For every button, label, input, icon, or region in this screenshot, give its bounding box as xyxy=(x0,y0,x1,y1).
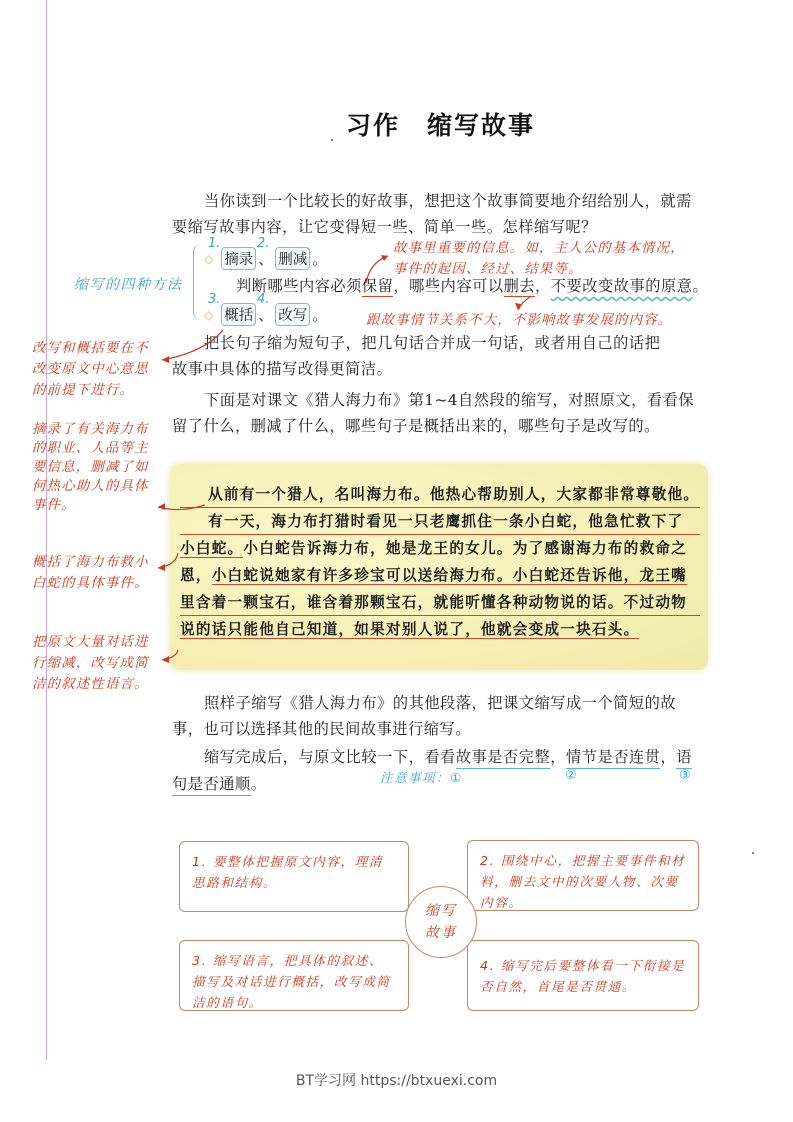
note-line: 事件。 xyxy=(32,498,76,513)
check-sep: ， xyxy=(550,748,566,766)
attention-3: ③ xyxy=(679,768,693,783)
technique-line-1: 把长句子缩为短句子，把几句话合并成一句话，或者用自己的话把 xyxy=(204,334,661,352)
check-complete: 故事是否完整 xyxy=(456,748,550,769)
margin-note-excerpt xyxy=(32,420,149,515)
speck xyxy=(752,852,754,854)
story-fragment: 恩， xyxy=(180,567,212,584)
title-dot xyxy=(331,139,333,141)
note-line: 改变原文中心意思 xyxy=(32,362,149,377)
note-line: 改写和概括要在不 xyxy=(32,341,149,356)
story-fragment: 说的话只能他自己知道，如果对别人说了，他就会变成一块石头。 xyxy=(180,621,640,638)
attention-2: ② xyxy=(565,768,579,783)
center-label-2: 故事 xyxy=(425,925,457,941)
methods-row-2 xyxy=(204,303,327,326)
attention-label: 注意事项：① xyxy=(380,770,463,785)
method-end: 。 xyxy=(312,306,328,324)
margin-note-rewrite xyxy=(32,338,149,401)
method-number-4: 4. xyxy=(257,292,270,307)
note-line: 要信息，删减了如 xyxy=(32,460,149,475)
check-text: 缩写完成后，与原文比较一下，看看 xyxy=(204,748,456,766)
methods-row-1 xyxy=(204,247,327,270)
method-number-3: 3. xyxy=(208,292,221,307)
method-separator: 、 xyxy=(258,250,274,268)
note-line: 摘录了有关海力布 xyxy=(32,422,149,437)
judge-text: 判断哪些内容必须 xyxy=(236,277,362,295)
assignment-check-line xyxy=(172,744,712,770)
method-delete: 删减 xyxy=(275,247,310,270)
example-intro-line-2: 留了什么，删减了什么，哪些句子是概括出来的，哪些句子是改写的。 xyxy=(172,417,660,435)
story-line-4 xyxy=(180,562,700,589)
note-delete: 跟故事情节关系不大，不影响故事发展的内容。 xyxy=(366,313,673,328)
judge-delete: 删去 xyxy=(503,277,536,295)
note-line: 的职业、人品等主 xyxy=(32,441,149,456)
check-fluent-start: 语 xyxy=(676,748,692,769)
intro-line-2: 要缩写故事内容，让它变得短一些、简单一些。怎样缩写呢？ xyxy=(172,218,597,236)
assignment-line-1: 照样子缩写《猎人海力布》的其他段落，把课文缩写成一个简短的故 xyxy=(204,694,677,712)
footer-watermark: BT学习网 https://btxuexi.com xyxy=(295,1073,498,1089)
margin-note-summary xyxy=(32,552,149,594)
example-intro-line-1: 下面是对课文《猎人海力布》第1~4自然段的缩写，对照原文，看看保 xyxy=(204,391,695,409)
story-line-5: 里含着一颗宝石，谁含着那颗宝石，就能听懂各种动物说的话。不过动物 xyxy=(180,589,700,616)
page-margin-line xyxy=(46,0,47,1060)
diamond-icon: ◇ xyxy=(204,251,214,266)
tip-box-1: 1. 要整体把握原文内容，理清思路和结构。 xyxy=(179,841,409,912)
story-line-2: 有一天，海力布打猎时看见一只老鹰抓住一条小白蛇，他急忙救下了 xyxy=(180,508,700,535)
check-end: 。 xyxy=(250,775,267,793)
note-keep-line-2: 事件的起因、经过、结果等。 xyxy=(393,262,583,277)
assignment-line-2: 事，也可以选择其他的民间故事进行缩写。 xyxy=(172,720,472,738)
judge-sep: ， xyxy=(535,277,551,295)
story-fragment: 小白蛇。 xyxy=(180,540,244,557)
tip-box-2: 2. 围绕中心，把握主要事件和材料，删去文中的次要人物、次要内容。 xyxy=(467,840,699,911)
note-line: 把原文大量对话进 xyxy=(32,635,149,650)
method-number-2: 2. xyxy=(257,236,270,251)
note-line: 何热心助人的具体 xyxy=(32,479,149,494)
check-sep: ， xyxy=(660,748,677,766)
method-end: 。 xyxy=(312,250,328,268)
note-line: 洁的叙述性语言。 xyxy=(32,677,149,692)
methods-brace xyxy=(193,244,201,320)
method-rewrite: 改写 xyxy=(275,303,310,326)
story-fragment: 小白蛇告诉海力布，她是龙王的女儿。为了感谢海力布的救命之 xyxy=(243,540,688,557)
note-line: 行缩减，改写成简 xyxy=(32,656,149,671)
page-title: 习作 缩写故事 xyxy=(346,111,536,140)
judge-text-mid: ，哪些内容可以 xyxy=(393,277,504,295)
tip-box-3: 3. 缩写语言，把具体的叙述、描写及对话进行概括，改写成简洁的语句。 xyxy=(179,940,409,1011)
intro-line-1: 当你读到一个比较长的好故事，想把这个故事简要地介绍给别人，就需 xyxy=(204,192,692,210)
note-keep-line-1: 故事里重要的信息。如，主人公的基本情况， xyxy=(393,241,685,256)
story-fragment: 小白蛇说她家有许多珍宝可以送给海力布。小白蛇还告诉他，龙王嘴 xyxy=(211,567,688,584)
technique-line-2: 故事中具体的描写改得更简洁。 xyxy=(172,360,393,378)
note-line: 概括了海力布救小 xyxy=(32,555,149,570)
judge-keep-meaning: 不要改变故事的原意 xyxy=(550,277,693,295)
note-line: 白蛇的具体事件。 xyxy=(32,576,149,591)
method-separator: 、 xyxy=(258,306,274,324)
method-number-1: 1. xyxy=(208,236,221,251)
center-label-1: 缩写 xyxy=(425,903,457,919)
check-coherent: 情节是否连贯 xyxy=(566,748,660,769)
judge-end: 。 xyxy=(692,277,709,295)
story-line-6 xyxy=(180,616,700,643)
story-line-3 xyxy=(180,535,700,562)
methods-label: 缩写的四种方法 xyxy=(74,277,183,293)
diamond-icon: ◇ xyxy=(204,307,214,322)
judge-keep: 保留 xyxy=(361,277,394,295)
method-excerpt: 摘录 xyxy=(221,247,256,270)
tip-box-4: 4. 缩写完后要整体看一下衔接是否自然，首尾是否贯通。 xyxy=(467,940,699,1011)
check-fluent: 句是否通顺 xyxy=(172,775,251,796)
judge-line xyxy=(236,273,716,299)
margin-note-dialogue xyxy=(32,632,149,695)
story-line-1: 从前有一个猎人，名叫海力布。他热心帮助别人，大家都非常尊敬他。 xyxy=(180,481,700,508)
note-line: 的前提下进行。 xyxy=(32,383,135,398)
method-summarize: 概括 xyxy=(221,303,256,326)
story-text xyxy=(180,481,700,643)
diagram-center-circle xyxy=(405,886,477,958)
